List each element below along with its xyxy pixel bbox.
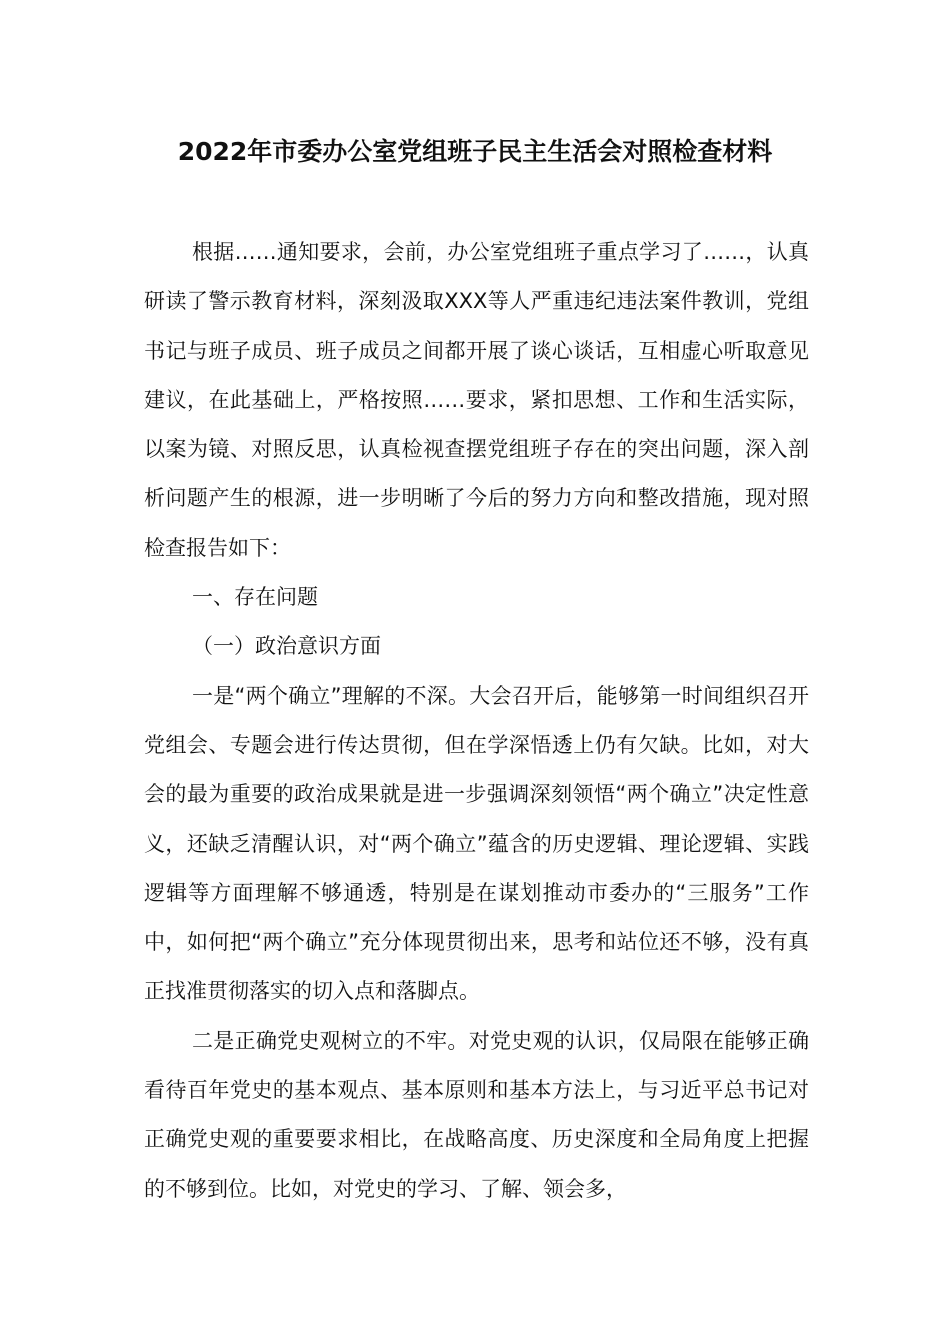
subsection-heading-political: （一）政治意识方面 [192, 634, 381, 659]
section-heading-problems: 一、存在问题 [192, 585, 318, 610]
intro-paragraph: 根据……通知要求，会前，办公室党组班子重点学习了……，认真研读了警示教育材料，深刻汲取XXX等人严重违纪违法案件教训，党组书记与班子成员、班子成员之间都开展了谈心谈话，互相虚心听取意见建议，在此基础上，严格按照……要求，紧扣思想、工作和生活实际，以案为镜、对照反思，认真检视查摆党组班子存在的突出问题，深入剖析问题产生的根源，进一步明晰了今后的努力方向和整改措施，现对照检查报告如下： [144, 240, 809, 560]
document-body [144, 228, 809, 1214]
paragraph-point-two: 二是正确党史观树立的不牢。对党史观的认识，仅局限在能够正确看待百年党史的基本观点、基本原则和基本方法上，与习近平总书记对正确党史观的重要要求相比，在战略高度、历史深度和全局角度上把握的不够到位。比如，对党史的学习、了解、领会多， [144, 1028, 809, 1201]
paragraph-point-one: 一是“两个确立”理解的不深。大会召开后，能够第一时间组织召开党组会、专题会进行传达贯彻，但在学深悟透上仍有欠缺。比如，对大会的最为重要的政治成果就是进一步强调深刻领悟“两个确立”决定性意义，还缺乏清醒认识，对“两个确立”蕴含的历史逻辑、理论逻辑、实践逻辑等方面理解不够通透，特别是在谋划推动市委办的“三服务”工作中，如何把“两个确立”充分体现贯彻出来，思考和站位还不够，没有真正找准贯彻落实的切入点和落脚点。 [144, 683, 809, 1004]
document-title: 2022年市委办公室党组班子民主生活会对照检查材料 [177, 137, 773, 166]
